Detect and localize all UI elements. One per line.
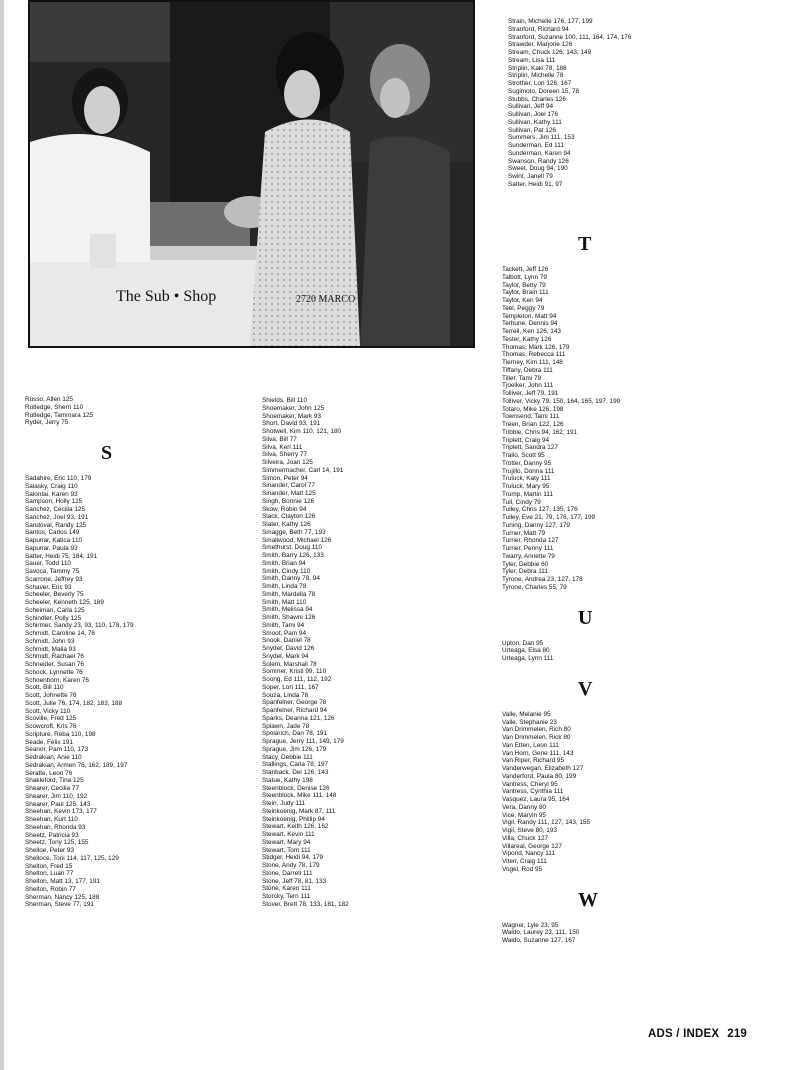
- index-entry: Scott, Julie 76, 174, 182, 183, 188: [25, 699, 122, 707]
- index-entry: Soong, Ed 111, 112, 192: [262, 676, 332, 683]
- index-entry: Seanor, Pam 110, 173: [25, 746, 89, 754]
- index-entry: Shelton, Luan 77: [25, 870, 74, 878]
- index-entry: Silva, Keri 111: [262, 443, 303, 451]
- section-letter-heading: W: [578, 888, 598, 911]
- index-entry: Valle, Stephanie 23: [502, 718, 557, 726]
- index-entry: Upton, Dan 95: [502, 639, 544, 647]
- index-entry: Sugimoto, Doreen 15, 78: [508, 87, 580, 95]
- index-entry: Tolliver, Jeff 79, 191: [502, 390, 559, 397]
- index-entry: Totaro, Mike 126, 198: [502, 405, 564, 413]
- index-entry: Sinander, Matt 125: [262, 490, 316, 497]
- index-entry: Stubbs, Charles 126: [508, 95, 566, 103]
- index-entry: Stewart, Tom 111: [262, 846, 311, 854]
- index-entry: Scott, Bill 110: [25, 684, 64, 692]
- index-entry: Spanfelner, George 78: [262, 699, 327, 707]
- index-entry: Smith, Linda 78: [262, 583, 307, 590]
- index-entry: Viteri, Craig 111: [502, 858, 547, 865]
- index-entry: Sullivan, Kathy 111: [508, 118, 562, 126]
- index-entry: Salasky, Craig 110: [25, 482, 78, 490]
- index-entry: Sullivan, Joel 176: [508, 111, 559, 118]
- index-column-3-top: [508, 18, 631, 189]
- index-entry: Santos, Carlos 149: [25, 529, 80, 537]
- index-entry: Sheetz, Tony 125, 155: [25, 839, 89, 847]
- index-entry: Truluck, Katy 111: [502, 475, 551, 483]
- index-entry: Schmidt, Rachael 76: [25, 653, 84, 661]
- index-entry: Scripture, Reba 110, 198: [25, 730, 96, 738]
- index-entry: Sprague, Jerry 111, 149, 179: [262, 738, 344, 745]
- index-entry: Sanchez, Joel 93, 191: [25, 513, 89, 521]
- index-entry: Villareal, George 127: [502, 842, 562, 850]
- index-entry: Skow, Robin 94: [262, 505, 307, 513]
- index-entry: Sinander, Carol 77: [262, 482, 315, 490]
- index-entry: Tyrone, Andrea 23, 127, 178: [502, 576, 583, 583]
- index-entry: Steenblock, Denise 126: [262, 784, 330, 792]
- index-entry: Van Etten, Leon 111: [502, 741, 559, 749]
- index-entry: Sheehan, Rhonda 93: [25, 823, 86, 831]
- index-entry: Sauer, Todd 110: [25, 560, 71, 568]
- index-entry: Smith, Tami 94: [262, 621, 305, 629]
- index-entry: Strawder, Marjorie 126: [508, 41, 573, 49]
- index-entry: Sedrakian, Armen 76, 162, 189, 197: [25, 761, 128, 769]
- index-entry: Shearer, Jim 110, 192: [25, 792, 88, 800]
- index-entry: Shelloce, Toni 114, 117, 125, 129: [25, 854, 119, 862]
- page-footer: [648, 1028, 747, 1040]
- index-entry: Tulley, Chris 127, 135, 176: [502, 506, 578, 514]
- index-entry: Schoenborn, Karen 76: [25, 676, 89, 684]
- index-entry: Vasquez, Laura 95, 164: [502, 796, 570, 803]
- index-entry: Steenblock, Mike 111, 148: [262, 792, 337, 800]
- index-entry: Steinkoenig, Mark 87, 111: [262, 807, 336, 815]
- page-number: 219: [727, 1028, 748, 1040]
- index-entry: Valle, Melanie 95: [502, 710, 551, 718]
- index-entry: Truluck, Mary 95: [502, 483, 550, 490]
- index-entry: Sapunar, Paula 93: [25, 544, 78, 552]
- index-entry: Wagner, Lyle 23, 95: [502, 921, 559, 929]
- index-entry: Vipond, Nancy 111: [502, 850, 555, 858]
- index-entry: Shelton, Fred 15: [25, 862, 73, 870]
- index-entry: Sparks, Deanna 121, 126: [262, 714, 335, 722]
- index-entry: Waldo, Suzanne 127, 167: [502, 937, 576, 944]
- index-entry: Seratte, Leon 76: [25, 769, 73, 777]
- index-entry: Vigil, Randy 111, 127, 143, 155: [502, 819, 591, 827]
- index-entry: Sweet, Doug 94, 190: [508, 165, 568, 173]
- index-entry: Swanson, Randy 126: [508, 157, 569, 165]
- index-entry: Shakleford, Tina 125: [25, 777, 84, 785]
- index-entry: Scheeler, Beverly 75: [25, 591, 84, 599]
- index-entry: Twarry, Annette 79: [502, 552, 555, 560]
- index-column-3-sections: [502, 218, 620, 945]
- index-entry: Shelloe, Peter 93: [25, 847, 75, 854]
- index-entry: Sapunar, Katica 110: [25, 537, 83, 544]
- index-entry: Spanfelner, Richard 94: [262, 707, 328, 714]
- index-entry: Seade, Felix 191: [25, 738, 73, 746]
- index-entry: Tull, Cindy 79: [502, 498, 541, 506]
- index-entry: Shoemaker, John 125: [262, 404, 325, 412]
- index-column-1: [25, 396, 134, 909]
- index-entry: Sullivan, Jeff 94: [508, 103, 553, 111]
- index-entry: Rutledge, Sherri 110: [25, 403, 84, 411]
- index-entry: Turner, Rhonda 127: [502, 537, 559, 545]
- index-entry: Rutledge, Tammara 125: [25, 411, 94, 419]
- index-entry: Singh, Bonnie 126: [262, 497, 315, 505]
- index-entry: Russo, Allen 125: [25, 396, 73, 403]
- page-edge-shadow: [0, 0, 4, 1070]
- index-entry: Tester, Kathy 126: [502, 335, 552, 343]
- index-entry: Schmidt, Malia 93: [25, 645, 76, 653]
- index-entry: Satter, Heidi 91, 97: [508, 180, 563, 188]
- index-entry: Tralio, Scott 95: [502, 452, 545, 459]
- index-entry: Turner, Matt 79: [502, 529, 546, 537]
- index-entry: Strother, Lori 126, 167: [508, 80, 572, 87]
- index-entry: Shotwell, Kim 110, 121, 180: [262, 428, 342, 435]
- index-entry: Scheiman, Carla 125: [25, 606, 85, 614]
- index-entry: Stover, Brett 78, 133, 181, 182: [262, 900, 349, 908]
- index-entry: Trujillo, Donna 111: [502, 467, 555, 475]
- index-entry: Stranford, Richard 94: [508, 25, 569, 33]
- index-entry: Vanderford, Paula 80, 199: [502, 772, 577, 780]
- index-entry: Villa, Chuck 127: [502, 834, 549, 842]
- index-entry: Terhune, Dennis 94: [502, 320, 558, 328]
- index-entry: Shelton, Robin 77: [25, 885, 76, 893]
- index-entry: Shields, Bill 110: [262, 397, 307, 404]
- index-entry: Smethurst, Doug 110: [262, 544, 322, 552]
- index-entry: Triplett, Craig 94: [502, 436, 549, 444]
- section-letter-heading: T: [578, 233, 592, 255]
- index-entry: Trotter, Danny 95: [502, 459, 552, 467]
- index-entry: Schirmer, Sandy 23, 93, 110, 178, 179: [25, 622, 134, 630]
- index-entry: Sherman, Steve 77, 191: [25, 901, 94, 909]
- index-entry: Sommer, Kristi 99, 110: [262, 668, 327, 676]
- photo-sign-name: The Sub • Shop: [116, 288, 217, 305]
- index-entry: Vera, Danny 80: [502, 803, 547, 811]
- index-entry: Talbott, Lynn 79: [502, 273, 547, 281]
- index-entry: Snyder, David 126: [262, 645, 315, 652]
- index-entry: Thomas, Mark 126, 179: [502, 343, 570, 351]
- index-entry: Tyler, Debra 111: [502, 568, 548, 576]
- index-entry: Stone, Karen 111: [262, 885, 311, 893]
- index-entry: Stone, Jeff 78, 81, 133: [262, 877, 327, 885]
- index-entry: Simon, Peter 94: [262, 474, 308, 482]
- index-entry: Schaver, Eric 93: [25, 583, 72, 591]
- index-entry: Vantress, Cheryl 95: [502, 780, 558, 788]
- section-letter-heading: V: [578, 677, 593, 700]
- index-entry: Thomas, Rebecca 111: [502, 351, 566, 359]
- index-entry: Triplett, Sandra 127: [502, 444, 558, 452]
- index-entry: Sprague, Jim 126, 179: [262, 745, 327, 753]
- index-entry: Stream, Chuck 126, 143, 149: [508, 49, 592, 56]
- index-entry: Urteaga, Lynn 111: [502, 655, 554, 662]
- index-entry: Taylor, Brain 111: [502, 289, 549, 297]
- index-entry: Schneider, Susan 76: [25, 661, 84, 668]
- index-entry: Spolarich, Dan 78, 191: [262, 730, 328, 738]
- index-entry: Tolliver, Vicky 79, 150, 164, 165, 197, 199: [502, 397, 621, 405]
- index-entry: Slack, Clayton 126: [262, 513, 316, 521]
- index-entry: Scheeler, Kenneth 125, 189: [25, 599, 104, 606]
- index-entry: Sherman, Nancy 125, 188: [25, 893, 100, 901]
- index-entry: Souza, Linda 78: [262, 691, 309, 699]
- index-entry: Waldo, Laurey 23, 111, 150: [502, 929, 580, 937]
- index-entry: Stone, Andy 78, 179: [262, 862, 320, 869]
- index-entry: Stream, Lisa 111: [508, 56, 556, 64]
- index-entry: Schock, Lynnette 76: [25, 668, 83, 676]
- index-entry: Scarrone, Jeffrey 93: [25, 575, 83, 583]
- index-entry: Vigil, Steve 80, 193: [502, 827, 557, 834]
- index-entry: Shearer, Cecilia 77: [25, 785, 79, 792]
- index-entry: Terrell, Ken 126, 143: [502, 328, 561, 335]
- index-entry: Sandoval, Randy 125: [25, 521, 87, 529]
- index-entry: Smith, Mardella 78: [262, 590, 316, 598]
- index-entry: Summers, Jim 111, 153: [508, 134, 575, 142]
- index-entry: Statue, Kathy 198: [262, 776, 313, 784]
- index-entry: Townsend, Tami 111: [502, 413, 560, 421]
- index-entry: Tulley, Eve 21, 79, 176, 177, 199: [502, 514, 596, 521]
- index-entry: Turner, Penny 111: [502, 545, 554, 552]
- index-entry: Tjoelker, John 111: [502, 382, 554, 390]
- sub-shop-photo: [28, 0, 475, 348]
- index-entry: Simmermacher, Carl 14, 191: [262, 466, 344, 474]
- index-entry: Storcky, Terri 111: [262, 893, 311, 900]
- index-column-2: [262, 397, 349, 909]
- index-entry: Sampson, Holly 125: [25, 498, 83, 506]
- index-entry: Smith, Shawni 126: [262, 614, 316, 621]
- index-entry: Stewart, Keith 126, 162: [262, 823, 329, 831]
- index-entry: Swint, Janell 79: [508, 173, 553, 180]
- index-entry: Soper, Lori 111, 167: [262, 683, 319, 691]
- index-entry: Silva, Bill 77: [262, 435, 297, 443]
- index-entry: Scott, Johnette 76: [25, 692, 77, 699]
- index-entry: Sadahire, Eric 110, 179: [25, 475, 92, 482]
- index-entry: Shelton, Matt 13, 177, 191: [25, 878, 100, 885]
- index-entry: Shoemaker, Mark 93: [262, 412, 321, 420]
- index-entry: Splawn, Jade 78: [262, 722, 310, 730]
- index-entry: Sheehan, Kurt 110: [25, 816, 78, 823]
- index-entry: Striplin, Kaki 78, 188: [508, 64, 567, 72]
- index-entry: Tyler, Debbie 60: [502, 560, 549, 568]
- index-entry: Schmidt, John 93: [25, 637, 75, 645]
- index-entry: Stewart, Mary 94: [262, 838, 311, 846]
- index-entry: Savoca, Tammy 75: [25, 568, 80, 575]
- index-entry: Smith, Matt 110: [262, 598, 307, 606]
- photo-illustration: [30, 2, 473, 346]
- index-entry: Vice, Marvin 95: [502, 811, 546, 819]
- index-entry: Slater, Kathy 126: [262, 521, 311, 528]
- index-entry: Stein, Judy 111: [262, 800, 306, 807]
- index-entry: Sheehan, Kevin 173, 177: [25, 808, 97, 816]
- index-entry: Stranford, Suzanne 100, 111, 164, 174, 176: [508, 33, 632, 41]
- index-entry: Teel, Peggy 79: [502, 304, 545, 312]
- index-entry: Silveira, Joan 125: [262, 459, 313, 466]
- index-entry: Tyrone, Charles 55, 79: [502, 583, 567, 591]
- index-entry: Sheetz, Patricia 93: [25, 831, 79, 839]
- footer-section-label: ADS / INDEX: [648, 1028, 720, 1040]
- index-entry: Tierney, Kim 111, 148: [502, 359, 563, 366]
- section-letter-heading: U: [578, 606, 593, 629]
- index-entry: Vantress, Cynthia 111: [502, 788, 564, 796]
- index-entry: Sunderman, Ed 111: [508, 142, 564, 149]
- index-entry: Short, David 93, 191: [262, 420, 321, 428]
- index-entry: Snook, Daniel 78: [262, 637, 311, 645]
- index-entry: Snyder, Mark 94: [262, 652, 309, 660]
- index-entry: Schmidt, Caroline 14, 76: [25, 630, 95, 637]
- index-entry: Vanderwegan, Elizabeth 127: [502, 765, 584, 772]
- index-entry: Van Drimmelen, Rich 80: [502, 726, 571, 734]
- index-entry: Van Riper, Richard 95: [502, 757, 565, 765]
- index-entry: Stallings, Carla 78, 197: [262, 761, 329, 769]
- index-entry: Stewart, Kevin 111: [262, 831, 315, 838]
- index-entry: Tiffany, Debra 111: [502, 366, 553, 374]
- index-entry: Stanback, Del 126, 143: [262, 769, 329, 776]
- index-entry: Strain, Michelle 176, 177, 199: [508, 18, 593, 25]
- index-entry: Trump, Martin 111: [502, 490, 554, 498]
- photo-sign-address: 2720 MARCO: [296, 294, 356, 305]
- index-entry: Scoville, Fred 125: [25, 715, 77, 723]
- index-entry: Stone, Darrell 111: [262, 869, 313, 877]
- index-entry: Stacy, Debbie 111: [262, 753, 313, 761]
- index-entry: Smith, Brian 94: [262, 559, 306, 567]
- index-entry: Van Drimmelen, Rick 80: [502, 734, 571, 741]
- index-entry: Taylor, Ken 94: [502, 297, 543, 304]
- index-entry: Smith, Cindy 110: [262, 567, 311, 575]
- index-entry: Smagge, Beth 77, 193: [262, 528, 326, 536]
- index-entry: Tackett, Jeff 126: [502, 266, 549, 273]
- index-entry: Smith, Melissa 94: [262, 606, 313, 614]
- index-entry: Satter, Heidi 75, 184, 191: [25, 552, 98, 560]
- index-entry: Sunderman, Karen 94: [508, 149, 571, 157]
- index-entry: Smallwood, Michael 126: [262, 536, 332, 544]
- index-entry: Salontai, Karen 93: [25, 490, 78, 498]
- index-entry: Scowcroft, Kris 76: [25, 723, 77, 730]
- index-entry: Urteaga, Elsa 80: [502, 647, 550, 655]
- index-entry: Schindler, Polly 125: [25, 614, 82, 622]
- index-entry: Van Horn, Gene 111, 143: [502, 749, 574, 757]
- index-entry: Templeton, Matt 94: [502, 312, 557, 320]
- index-entry: Stidger, Heidi 94, 179: [262, 854, 324, 862]
- index-entry: Striplin, Michelle 78: [508, 72, 564, 80]
- index-entry: Scott, Vicky 110: [25, 707, 71, 715]
- index-entry: Taylor, Betty 79: [502, 281, 546, 289]
- index-entry: Treen, Brian 122, 126: [502, 421, 564, 428]
- index-entry: Smith, Danny 78, 94: [262, 575, 320, 583]
- index-entry: Ryder, Jerry 75: [25, 419, 69, 427]
- index-entry: Tuning, Danny 127, 179: [502, 521, 570, 529]
- index-entry: Sullivan, Pat 126: [508, 126, 556, 134]
- index-entry: Solem, Marshall 78: [262, 660, 317, 668]
- index-entry: Vogel, Rod 95: [502, 865, 543, 873]
- index-entry: Tribble, Chris 94, 162, 191: [502, 428, 578, 436]
- index-entry: Steinkoenig, Phillip 94: [262, 815, 325, 823]
- index-entry: Smoot, Pam 94: [262, 629, 307, 637]
- index-entry: Silva, Sherry 77: [262, 451, 308, 459]
- index-entry: Sedrakian, Anie 110: [25, 754, 82, 761]
- index-entry: Sanchez, Cecilia 125: [25, 506, 86, 513]
- index-entry: Shearer, Paul 125, 143: [25, 800, 91, 808]
- index-entry: Tiller, Tami 79: [502, 374, 542, 382]
- index-entry: Smith, Barry 126, 133: [262, 552, 324, 559]
- section-letter-heading: S: [101, 442, 113, 464]
